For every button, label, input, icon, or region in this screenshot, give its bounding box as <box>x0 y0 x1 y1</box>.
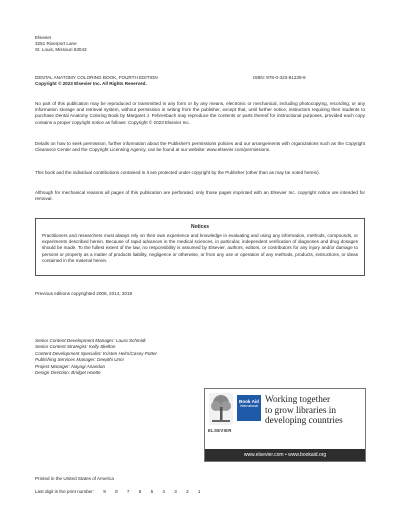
protection-paragraph: This book and the individual contributions contained in it are protected under copyright by the Publisher (other than as may be noted herein). <box>35 170 320 175</box>
previous-editions: Previous editions copyrighted 2008, 2014, 2019 <box>35 291 133 296</box>
publisher-address-line-2: St. Louis, Missouri 63043 <box>35 47 87 53</box>
book-aid-logo-subtitle: International <box>239 404 259 408</box>
print-number-digits: 9 8 7 6 5 4 3 2 1 <box>103 489 205 494</box>
notices-box <box>35 218 365 276</box>
permissions-paragraph: Details on how to seek permission, further information about the Publisher's permissions policies and our arrangements with organizations such as the Copyright Clearance Center and the Copyright Licensing Agency, can be found at our website: www.elsevier.com/permissions. <box>35 141 365 153</box>
reproduction-paragraph: No part of this publication may be reproduced or transmitted in any form or by any means, electronic or mechanical, including photocopying, recording, or any information storage and retrieval system, without permission in writing from the publisher, except that, until further notice, instructors requiring their students to purchase Dental Anatomy Coloring Book by Margaret J. Fehrenbach may reproduce the contents or parts thereof for instructional purposes, provided each copy contains a proper copyright notice as follows: Copyright © 2023 Elsevier Inc. <box>35 101 365 125</box>
copyright-line: Copyright © 2023 Elsevier Inc. All Rights Reserved. <box>35 81 147 86</box>
publisher-address-line-1: 3251 Riverport Lane <box>35 41 77 47</box>
book-aid-banner <box>204 388 366 462</box>
isbn: ISBN: 978-0-323-81239-9 <box>253 75 306 80</box>
staff-credit: Content Development Specialist: Kristen Helm/Casey Potter <box>35 350 158 356</box>
notices-heading: Notices <box>190 224 210 230</box>
notices-body: Practitioners and researchers must always rely on their own experience and knowledge in evaluating and using any information, methods, compounds, or experiments described herein. Because of rapid advances in the medical sciences, in particular, independent verification of diagnoses and drug dosages should be made. To the fullest extent of the law, no responsibility is assumed by Elsevier, authors, editors, or contributors for any injury and/or damage to persons or property as a matter of products liability, negligence or otherwise, or from any use or operation of any methods, products, instructions, or ideas contained in the material herein. <box>42 233 358 263</box>
book-aid-logo <box>237 395 261 421</box>
tagline-line-3: developing countries <box>265 416 343 427</box>
staff-credit: Senior Content Strategist: Kelly Skelton <box>35 344 116 350</box>
staff-credit: Publishing Services Manager: Deepthi Unni <box>35 357 124 363</box>
staff-credits <box>35 338 157 376</box>
book-aid-tagline <box>265 395 365 427</box>
printed-in-line: Printed in the United States of America <box>35 476 114 481</box>
staff-credit: Design Direction: Bridget Hoette <box>35 370 101 376</box>
book-aid-logo-title: Book Aid <box>239 399 259 404</box>
print-number-label: Last digit is the print number: <box>35 489 94 494</box>
staff-credit: Project Manager: Nayagi Anandan <box>35 363 106 369</box>
title-isbn-row <box>35 75 365 80</box>
print-number-line <box>35 489 204 495</box>
perforation-paragraph: Although for mechanical reasons all pages of this publication are perforated, only those pages imprinted with an Elsevier Inc. copyright notice are intended for removal. <box>35 190 365 202</box>
elsevier-tree-logo <box>209 393 233 425</box>
book-aid-urls: www.elsevier.com • www.bookaid.org <box>205 449 365 461</box>
publisher-address <box>35 35 87 54</box>
staff-credit: Senior Content Development Manager: Laura Schmidt <box>35 338 146 343</box>
tagline-line-2: to grow libraries in <box>265 405 337 416</box>
publisher-name: Elsevier <box>35 35 52 40</box>
elsevier-wordmark: ELSEVIER <box>208 428 232 433</box>
tagline-line-1: Working together <box>265 395 331 405</box>
book-title: DENTAL ANATOMY COLORING BOOK, FOURTH EDITION <box>35 75 158 80</box>
